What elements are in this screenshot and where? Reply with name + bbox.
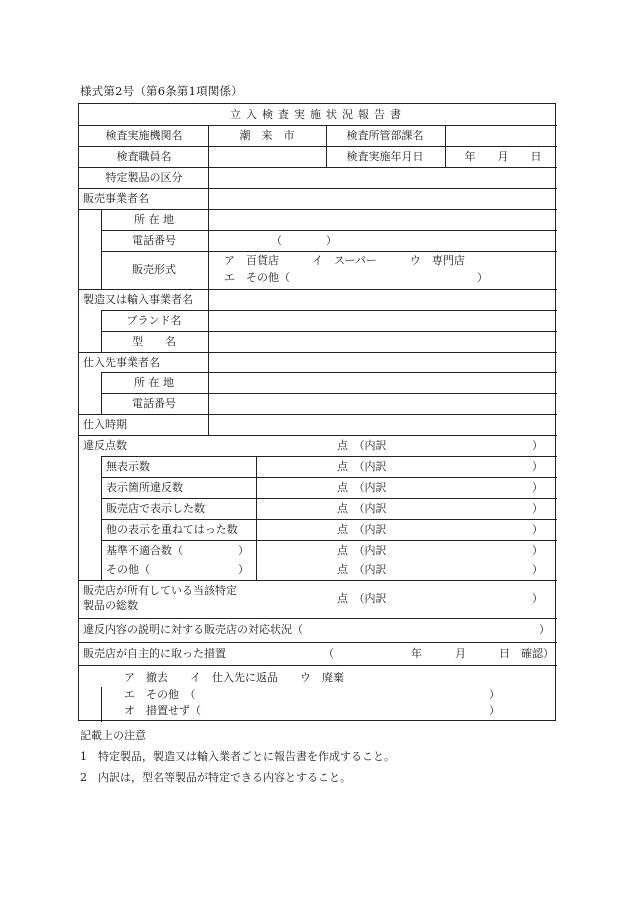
measures-options-1: ア 撤去 イ 仕入先に返品 ウ 廃棄 [124, 671, 344, 684]
violation-row-label: その他（ ） [106, 563, 249, 576]
purchase-time-label: 仕入時期 [83, 418, 127, 431]
violation-row-close: ） [532, 460, 543, 473]
measures-options-2-close: ） [489, 688, 500, 701]
seller-response-label: 違反内容の説明に対する販売店の対応状況（ [83, 623, 303, 636]
column-divider [326, 125, 327, 167]
column-divider [256, 456, 257, 580]
seller-response-close: ） [539, 623, 550, 636]
row-divider [79, 209, 557, 210]
violation-unit: 点 （内訳 [337, 439, 387, 452]
supplier-address-label: 所 在 地 [134, 376, 174, 389]
violation-row-unit: 点 （内訳 [337, 544, 387, 557]
row-divider [101, 393, 557, 394]
row-divider [79, 642, 557, 643]
row-divider [101, 310, 557, 311]
brand-label: ブランド名 [126, 314, 182, 327]
row-divider [101, 331, 557, 332]
measures-options-3: オ 措置せず（ [124, 704, 201, 717]
seller-phone-paren: （ ） [271, 234, 337, 247]
row-divider [79, 146, 557, 147]
violation-row-label: 他の表示を重ねてはった数 [106, 523, 238, 536]
violation-row-close: ） [532, 563, 543, 576]
row-divider [79, 618, 557, 619]
sales-format-label: 販売形式 [132, 263, 176, 276]
seller-name-label: 販売事業者名 [83, 192, 149, 205]
violation-row-unit: 点 （内訳 [337, 523, 387, 536]
stock-unit: 点 （内訳 [337, 592, 387, 605]
violation-count-label: 違反点数 [83, 439, 127, 452]
seller-address-label: 所 在 地 [134, 213, 174, 226]
seller-phone-label: 電話番号 [132, 234, 176, 247]
measures-label: 販売店が自主的に取った措置 [83, 647, 226, 660]
stock-total-label-2: 製品の総数 [83, 599, 138, 612]
row-divider [79, 414, 557, 415]
note-item: 2 内訳は，型名等製品が特定できる内容とすること。 [80, 771, 351, 784]
violation-row-close: ） [532, 502, 543, 515]
note-item: 1 特定製品，製造又は輸入業者ごとに報告書を作成すること。 [80, 750, 395, 763]
row-divider [101, 372, 557, 373]
violation-row-label: 基準不適合数（ ） [106, 544, 249, 557]
report-form [78, 103, 556, 721]
column-divider [208, 125, 209, 435]
row-divider [79, 167, 557, 168]
sales-format-options-1: ア 百貨店 イ スーパー ウ 専門店 [224, 254, 465, 267]
column-divider [101, 456, 102, 580]
form-title: 立入検査実施状況報告書 [230, 108, 406, 121]
violation-row-unit: 点 （内訳 [337, 563, 387, 576]
row-divider [79, 188, 557, 189]
column-divider [101, 687, 102, 722]
maker-name-label: 製造又は輸入事業者名 [83, 293, 193, 306]
row-divider [101, 540, 557, 541]
column-divider [101, 209, 102, 289]
violation-row-label: 無表示数 [106, 460, 150, 473]
violation-row-close: ） [532, 481, 543, 494]
violation-row-label: 販売店で表示した数 [106, 502, 205, 515]
row-divider [101, 230, 557, 231]
stock-close: ） [532, 592, 543, 605]
row-divider [101, 456, 557, 457]
violation-row-close: ） [532, 544, 543, 557]
inspection-date-format: 年 月 日 [464, 150, 542, 163]
violation-row-unit: 点 （内訳 [337, 502, 387, 515]
row-divider [101, 251, 557, 252]
column-divider [101, 372, 102, 414]
column-divider [101, 310, 102, 352]
model-label: 型 名 [132, 335, 176, 348]
row-divider [79, 352, 557, 353]
violation-close: ） [532, 439, 543, 452]
inspection-org-value: 潮 来 市 [239, 129, 295, 142]
row-divider [101, 477, 557, 478]
supplier-phone-label: 電話番号 [132, 397, 176, 410]
row-divider [101, 519, 557, 520]
dept-label: 検査所管部課名 [346, 129, 424, 142]
row-divider [101, 498, 557, 499]
measures-confirm-date: （ 年 月 日 確認） [323, 647, 554, 660]
row-divider [79, 289, 557, 290]
form-number: 様式第2号（第6条第1項関係） [80, 84, 243, 98]
row-divider [79, 125, 557, 126]
row-divider [79, 435, 557, 436]
supplier-name-label: 仕入先事業者名 [83, 356, 160, 369]
measures-options-2: エ その他 （ [124, 688, 196, 701]
column-divider [445, 125, 446, 167]
inspector-label: 検査職員名 [116, 150, 172, 163]
violation-row-unit: 点 （内訳 [337, 481, 387, 494]
violation-row-unit: 点 （内訳 [337, 460, 387, 473]
row-divider [79, 580, 557, 581]
sales-format-options-2: エ その他（ ） [224, 271, 488, 284]
violation-row-close: ） [532, 523, 543, 536]
violation-row-label: 表示箇所違反数 [106, 481, 183, 494]
row-divider [79, 665, 557, 666]
inspection-date-label: 検査実施年月日 [346, 150, 424, 163]
inspection-org-label: 検査実施機関名 [105, 129, 183, 142]
stock-total-label-1: 販売店が所有している当該特定 [83, 584, 237, 597]
measures-options-3-close: ） [489, 704, 500, 717]
notes-heading: 記載上の注意 [80, 729, 146, 742]
product-class-label: 特定製品の区分 [105, 171, 183, 184]
